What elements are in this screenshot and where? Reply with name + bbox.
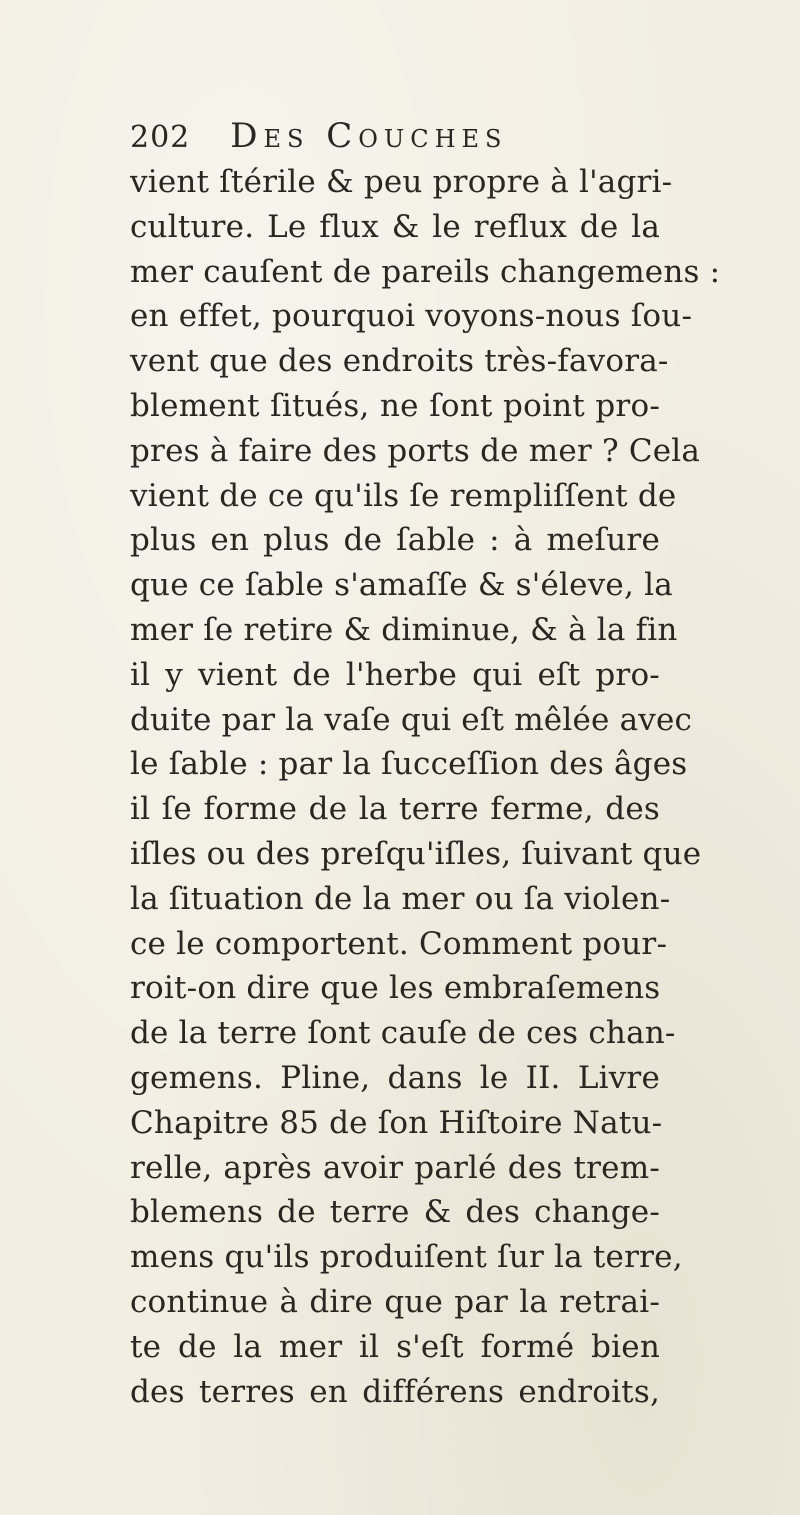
text-line: il ſe forme de la terre ferme, des — [130, 791, 660, 828]
text-line: relle, après avoir parlé des trem- — [130, 1149, 660, 1186]
text-line: que ce ſable s'amaſſe & s'éleve, la — [130, 567, 673, 604]
running-head: Des Couches — [230, 116, 508, 156]
text-line: culture. Le flux & le reflux de la — [130, 208, 660, 245]
text-line: de la terre ſont cauſe de ces chan- — [130, 1015, 676, 1052]
text-line: en effet, pourquoi voyons-nous ſou- — [130, 298, 693, 335]
text-line: pres à faire des ports de mer ? Cela — [130, 432, 701, 469]
text-line: roit-on dire que les embraſemens — [130, 970, 661, 1007]
page-number: 202 — [130, 120, 191, 155]
text-line: continue à dire que par la retrai- — [130, 1283, 660, 1320]
text-line: te de la mer il s'eſt formé bien — [130, 1328, 660, 1365]
body-text — [130, 160, 721, 1414]
text-line: la ſituation de la mer ou ſa violen- — [130, 880, 671, 917]
text-line: duite par la vaſe qui eſt mêlée avec — [130, 701, 693, 738]
text-line: plus en plus de ſable : à meſure — [130, 522, 660, 559]
text-line: blemens de terre & des change- — [130, 1194, 660, 1231]
text-line: des terres en différens endroits, — [130, 1373, 660, 1410]
text-line: gemens. Pline, dans le II. Livre — [130, 1059, 660, 1096]
text-line: Chapitre 85 de ſon Hiſtoire Natu- — [130, 1104, 663, 1141]
text-line: mer cauſent de pareils changemens : — [130, 253, 721, 290]
text-line: vent que des endroits très-favora- — [130, 343, 669, 380]
text-line: le ſable : par la ſucceſſion des âges — [130, 746, 688, 783]
text-line: il y vient de l'herbe qui eſt pro- — [130, 656, 660, 693]
text-line: vient de ce qu'ils ſe rempliſſent de — [130, 477, 677, 514]
text-line: ce le comportent. Comment pour- — [130, 925, 668, 962]
page-header — [130, 116, 650, 160]
text-line: mer ſe retire & diminue, & à la fin — [130, 611, 678, 648]
text-line: mens qu'ils produiſent ſur la terre, — [130, 1239, 683, 1276]
text-line: vient ſtérile & peu propre à l'agri- — [130, 164, 673, 200]
text-line: blement ſitués, ne ſont point pro- — [130, 387, 660, 424]
text-line: iſles ou des preſqu'iſles, ſuivant que — [130, 835, 702, 872]
